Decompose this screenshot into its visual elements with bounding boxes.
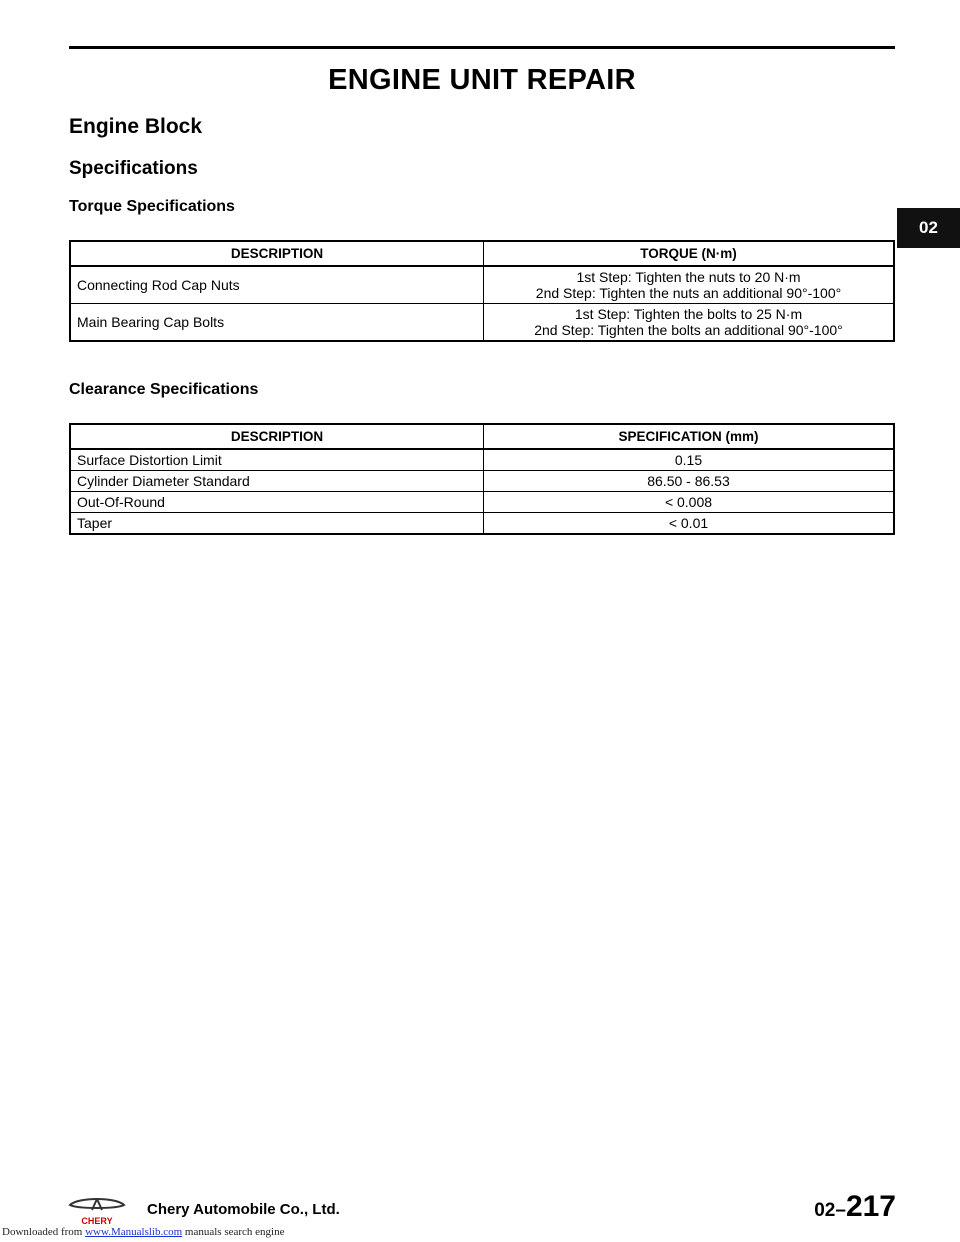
table-row [70, 513, 894, 535]
torque-heading: Torque Specifications [69, 198, 235, 215]
description-cell: Cylinder Diameter Standard [70, 471, 484, 492]
column-header: DESCRIPTION [70, 424, 484, 449]
value-cell: 0.15 [484, 449, 895, 471]
torque-step-1: 1st Step: Tighten the bolts to 25 N·m [574, 306, 803, 322]
torque-step-2: 2nd Step: Tighten the nuts an additional 90°-100° [535, 285, 842, 301]
column-header: DESCRIPTION [70, 241, 484, 266]
value-cell: < 0.008 [484, 492, 895, 513]
torque-step-1: 1st Step: Tighten the nuts to 20 N·m [576, 269, 801, 285]
description-cell: Main Bearing Cap Bolts [70, 304, 484, 342]
section-heading: Engine Block [69, 115, 203, 138]
chapter-tab: 02 [897, 208, 960, 248]
download-prefix: Downloaded from [2, 1226, 83, 1238]
clearance-heading: Clearance Specifications [69, 381, 259, 398]
company-name: Chery Automobile Co., Ltd. [147, 1201, 340, 1218]
column-header: SPECIFICATION (mm) [484, 424, 895, 449]
column-header: TORQUE (N·m) [484, 241, 895, 266]
torque-step-2: 2nd Step: Tighten the bolts an additional 90°-100° [534, 322, 843, 338]
torque-cell [484, 266, 895, 304]
table-row [70, 266, 894, 304]
page-prefix: 02– [814, 1200, 846, 1221]
logo-wordmark: CHERY [81, 1216, 113, 1226]
top-rule [69, 46, 895, 49]
download-notice [2, 1226, 284, 1238]
clearance-table [69, 423, 895, 535]
torque-cell [484, 304, 895, 342]
download-suffix: manuals search engine [184, 1226, 285, 1238]
page-title: ENGINE UNIT REPAIR [328, 64, 636, 96]
torque-table [69, 240, 895, 342]
page-number-value: 217 [845, 1190, 896, 1223]
subsection-heading: Specifications [69, 158, 198, 179]
table-row [70, 471, 894, 492]
value-cell: < 0.01 [484, 513, 895, 535]
description-cell: Connecting Rod Cap Nuts [70, 266, 484, 304]
description-cell: Taper [70, 513, 484, 535]
table-row [70, 304, 894, 342]
description-cell: Out-Of-Round [70, 492, 484, 513]
table-row [70, 449, 894, 471]
value-cell: 86.50 - 86.53 [484, 471, 895, 492]
page-number [814, 1190, 896, 1224]
description-cell: Surface Distortion Limit [70, 449, 484, 471]
table-header-row [70, 241, 894, 266]
table-header-row [70, 424, 894, 449]
manualslib-link[interactable]: www.Manualslib.com [85, 1226, 183, 1238]
chery-logo [66, 1196, 128, 1226]
table-row [70, 492, 894, 513]
